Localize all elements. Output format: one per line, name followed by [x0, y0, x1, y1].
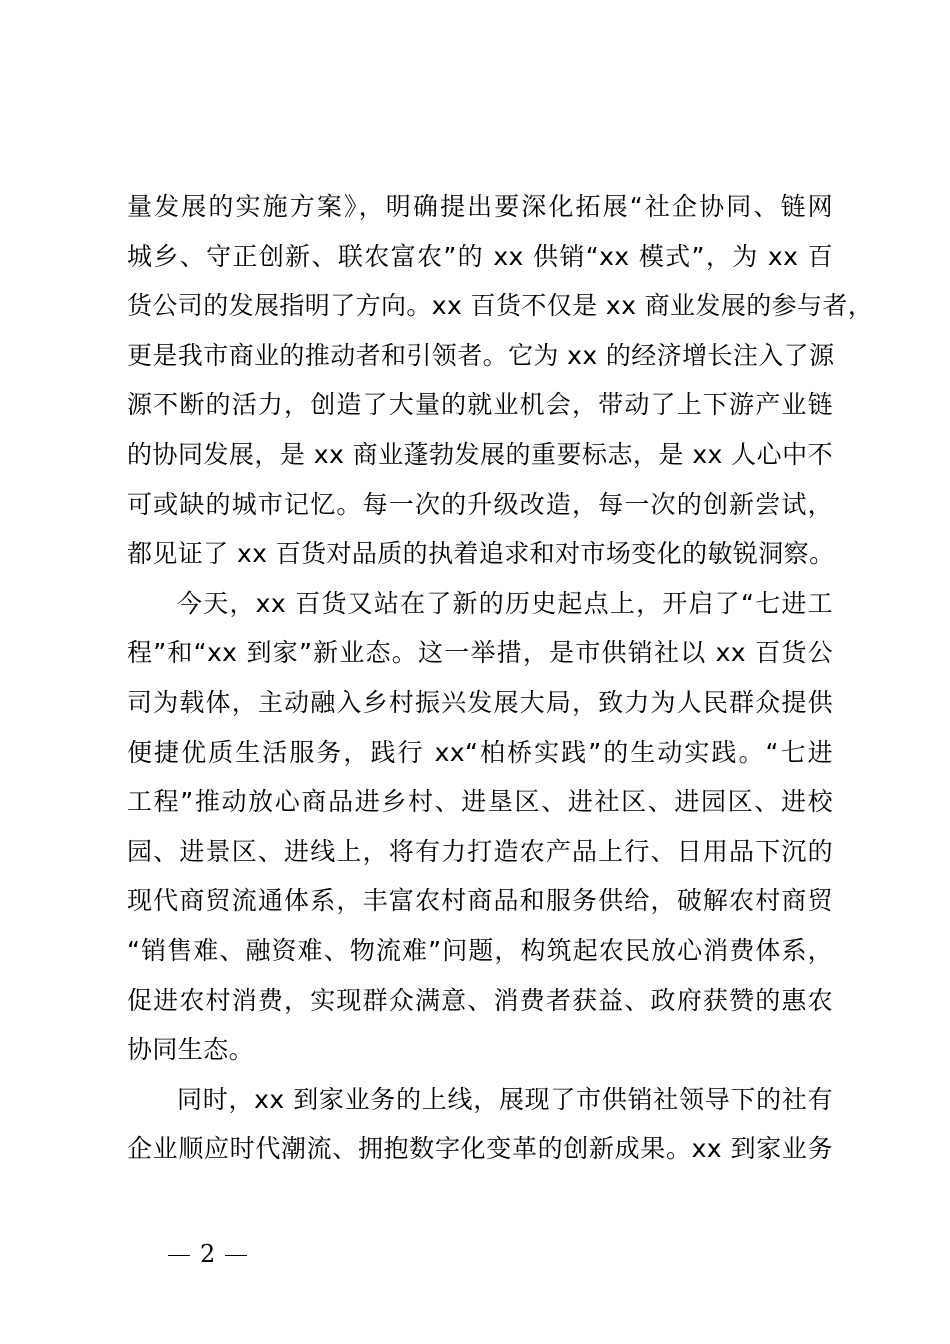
footer-dash-left: [168, 1255, 190, 1257]
text-line: 园、进景区、进线上，将有力打造农产品上行、日用品下沉的: [127, 836, 833, 866]
text-line: 程”和“xx 到家”新业态。这一举措，是市供销社以 xx 百货公: [127, 638, 833, 668]
text-line: 可或缺的城市记忆。每一次的升级改造，每一次的创新尝试，: [127, 489, 833, 519]
text-line: 今天，xx 百货又站在了新的历史起点上，开启了“七进工: [177, 588, 833, 618]
text-line: 促进农村消费，实现群众满意、消费者获益、政府获赞的惠农: [127, 985, 833, 1015]
text-line: “销售难、融资难、物流难”问题，构筑起农民放心消费体系，: [127, 935, 833, 965]
page-number: 2: [200, 1240, 216, 1268]
text-line: 工程”推动放心商品进乡村、进垦区、进社区、进园区、进校: [127, 787, 833, 817]
text-line: 企业顺应时代潮流、拥抱数字化变革的创新成果。xx 到家业务: [127, 1134, 833, 1164]
text-line: 的协同发展，是 xx 商业蓬勃发展的重要标志，是 xx 人心中不: [127, 439, 833, 469]
body-text: [127, 182, 874, 1174]
text-line: 源不断的活力，创造了大量的就业机会，带动了上下游产业链: [127, 390, 833, 420]
text-line: 城乡、守正创新、联农富农”的 xx 供销“xx 模式”，为 xx 百: [127, 241, 833, 271]
footer-dash-right: [225, 1255, 247, 1257]
text-line: 都见证了 xx 百货对品质的执着追求和对市场变化的敏锐洞察。: [127, 539, 835, 569]
text-line: 货公司的发展指明了方向。xx 百货不仅是 xx 商业发展的参与者，: [127, 291, 874, 321]
text-line: 同时，xx 到家业务的上线，展现了市供销社领导下的社有: [177, 1084, 833, 1114]
text-line: 更是我市商业的推动者和引领者。它为 xx 的经济增长注入了源: [127, 340, 835, 370]
text-line: 便捷优质生活服务，践行 xx“柏桥实践”的生动实践。“七进: [127, 737, 833, 767]
text-line: 协同生态。: [127, 1035, 255, 1065]
text-line: 现代商贸流通体系，丰富农村商品和服务供给，破解农村商贸: [127, 886, 833, 916]
page-footer: [168, 1237, 247, 1271]
text-line: 司为载体，主动融入乡村振兴发展大局，致力为人民群众提供: [127, 687, 833, 717]
text-line: 量发展的实施方案》，明确提出要深化拓展“社企协同、链网: [127, 192, 833, 221]
